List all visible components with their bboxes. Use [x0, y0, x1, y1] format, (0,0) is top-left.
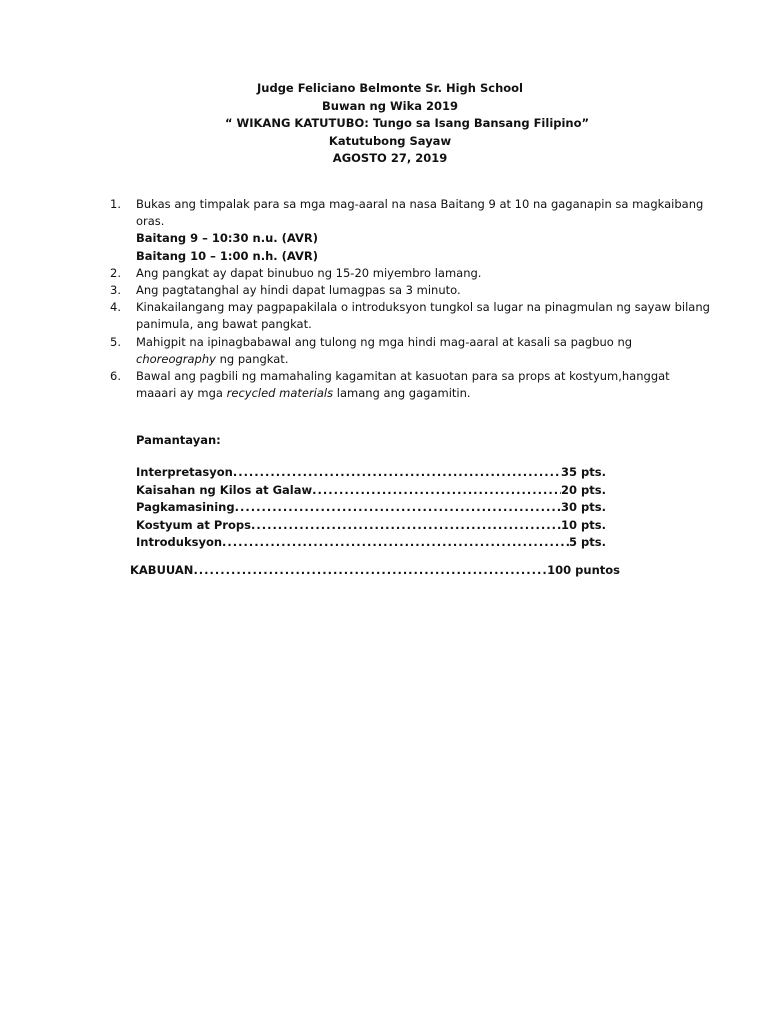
rule-number: 4. [110, 300, 121, 315]
criteria-points: 5 pts. [569, 535, 606, 549]
criteria-points: 35 pts. [561, 465, 606, 479]
total-row [130, 563, 620, 577]
criteria-title: Pamantayan: [136, 433, 221, 447]
schedule-grade-9: Baitang 9 – 10:30 n.u. (AVR) [136, 231, 319, 246]
rule-item-3 [110, 282, 710, 299]
contest-name: Katutubong Sayaw [328, 133, 452, 148]
criteria-row-costume [136, 517, 606, 535]
rule-number: 6. [110, 369, 121, 384]
criteria-label: Introduksyon [136, 535, 223, 549]
criteria-row-interpretation [136, 464, 606, 482]
rule-italic-term: choreography [136, 351, 216, 366]
document-header [225, 80, 590, 168]
criteria-label: Interpretasyon [136, 465, 233, 479]
dot-leader [251, 517, 561, 535]
event-theme: “ WIKANG KATUTUBO: Tungo sa Isang Bansang Filipino” [225, 116, 590, 130]
criteria-label: Pagkamasining [136, 500, 235, 514]
rule-text: Kinakailangang may pagpapakilala o introduksyon tungkol sa lugar na pinagmulan ng sayaw bilang panimula, ang bawat pangkat. [136, 300, 710, 332]
dot-leader [235, 499, 561, 517]
rule-number: 3. [110, 283, 121, 298]
rule-text: Ang pangkat ay dapat binubuo ng 15-20 miyembro lamang. [136, 265, 482, 280]
dot-leader [222, 534, 569, 552]
criteria-row-unity [136, 482, 606, 500]
dot-leader [233, 464, 561, 482]
rule-text-part: Bawal ang pagbili ng mamahaling kagamitan at kasuotan para sa props at kostyum,hanggat maaari ay mga [136, 369, 670, 401]
event-date: AGOSTO 27, 2019 [332, 151, 448, 165]
rule-number: 2. [110, 265, 121, 280]
rule-text-part: lamang ang gagamitin. [333, 386, 471, 401]
rule-text [136, 368, 710, 402]
rule-text: Bukas ang timpalak para sa mga mag-aaral na nasa Baitang 9 at 10 na gaganapin sa magkaibang oras. [136, 197, 704, 229]
school-name: Judge Feliciano Belmonte Sr. High School [257, 81, 523, 95]
rule-text: Ang pagtatanghal ay hindi dapat lumagpas sa 3 minuto. [136, 283, 461, 298]
rule-italic-term: recycled materials [226, 386, 334, 401]
rule-number: 5. [110, 334, 121, 349]
rule-number: 1. [110, 197, 121, 211]
criteria-points: 10 pts. [561, 517, 606, 532]
criteria-points: 20 pts. [561, 482, 606, 497]
rule-text-part: ng pangkat. [215, 351, 289, 366]
dot-leader [193, 563, 547, 577]
total-points: 100 puntos [547, 563, 620, 577]
event-name: Buwan ng Wika 2019 [322, 98, 458, 113]
rule-text-part: Mahigpit na ipinagbabawal ang tulong ng mga hindi mag-aaral at kasali sa pagbuo ng [136, 334, 633, 349]
total-label: KABUUAN [130, 563, 194, 577]
rules-list [110, 196, 710, 402]
criteria-list [136, 464, 606, 552]
rule-item-6 [110, 368, 710, 402]
rule-item-4 [110, 299, 710, 333]
dot-leader [312, 482, 561, 500]
criteria-points: 30 pts. [561, 500, 606, 514]
rule-item-2 [110, 265, 710, 282]
criteria-row-introduction [136, 534, 606, 552]
rule-item-5 [110, 334, 710, 368]
criteria-row-artistry [136, 499, 606, 517]
criteria-label: Kostyum at Props [136, 517, 251, 532]
rule-text [136, 334, 710, 368]
schedule-grade-10: Baitang 10 – 1:00 n.h. (AVR) [136, 248, 319, 263]
rule-item-1 [110, 196, 710, 265]
criteria-label: Kaisahan ng Kilos at Galaw [136, 482, 313, 497]
